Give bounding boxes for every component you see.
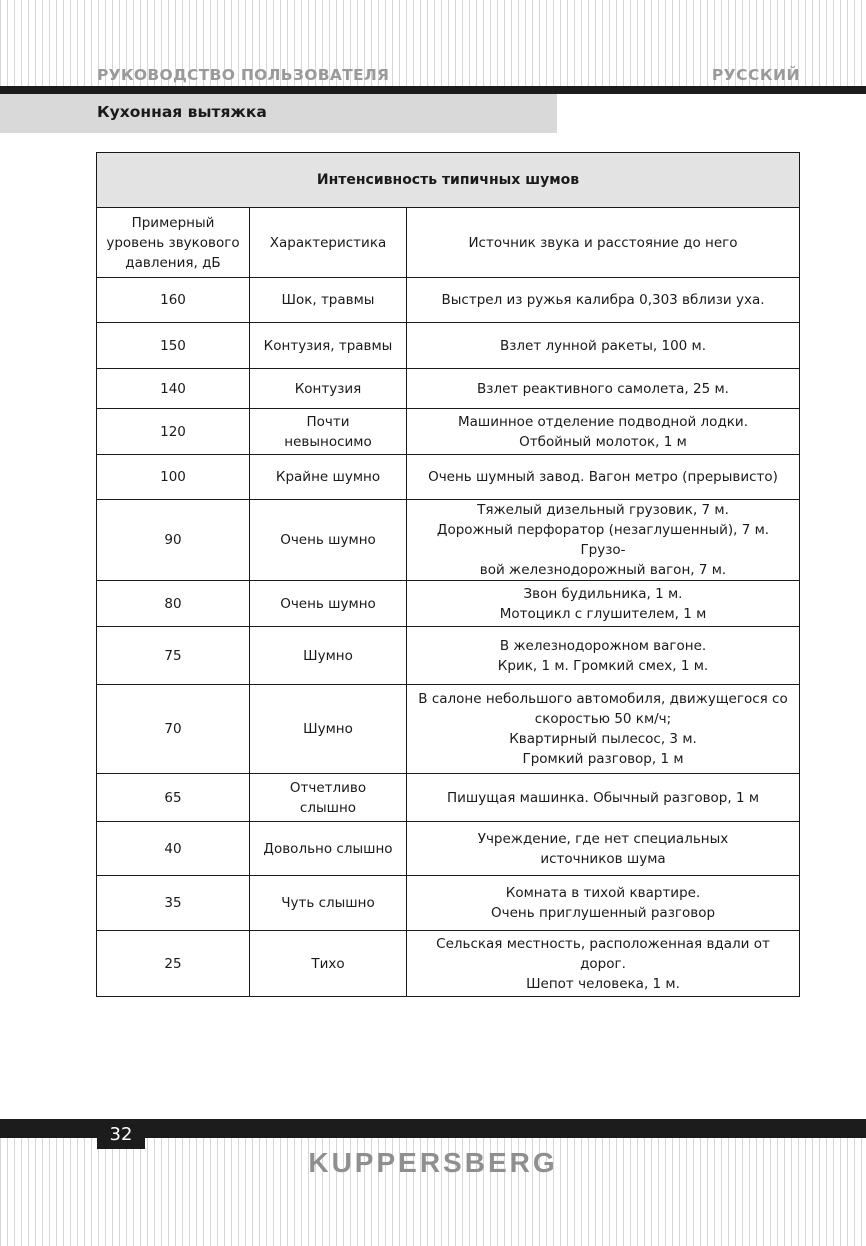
cell-db: 160 xyxy=(97,278,250,323)
cell-characteristic: Тихо xyxy=(250,931,407,997)
cell-db: 150 xyxy=(97,323,250,369)
table-row xyxy=(97,323,800,369)
cell-source: Взлет реактивного самолета, 25 м. xyxy=(407,369,800,409)
cell-source: В салоне небольшого автомобиля, движущегося со скоростью 50 км/ч; Квартирный пылесос, 3 м. Громкий разговор, 1 м xyxy=(407,685,800,774)
cell-db: 80 xyxy=(97,581,250,627)
table-row xyxy=(97,500,800,581)
cell-source: Очень шумный завод. Вагон метро (прерывисто) xyxy=(407,455,800,500)
cell-source: Тяжелый дизельный грузовик, 7 м. Дорожный перфоратор (незаглушенный), 7 м. Грузо- вой железнодорожный вагон, 7 м. xyxy=(407,500,800,581)
table-row xyxy=(97,774,800,822)
cell-characteristic: Крайне шумно xyxy=(250,455,407,500)
cell-characteristic: Почти невыносимо xyxy=(250,409,407,455)
table-row xyxy=(97,369,800,409)
table-row xyxy=(97,685,800,774)
table-row xyxy=(97,455,800,500)
table-row xyxy=(97,876,800,931)
cell-db: 25 xyxy=(97,931,250,997)
cell-source: Выстрел из ружья калибра 0,303 вблизи уха. xyxy=(407,278,800,323)
table-row xyxy=(97,409,800,455)
cell-db: 100 xyxy=(97,455,250,500)
page-number: 32 xyxy=(97,1119,145,1149)
column-header-characteristic: Характеристика xyxy=(250,208,407,278)
cell-db: 75 xyxy=(97,627,250,685)
cell-characteristic: Очень шумно xyxy=(250,581,407,627)
cell-db: 70 xyxy=(97,685,250,774)
table-header-row xyxy=(97,208,800,278)
cell-characteristic: Контузия xyxy=(250,369,407,409)
cell-characteristic: Шумно xyxy=(250,627,407,685)
document-type-label: РУКОВОДСТВО ПОЛЬЗОВАТЕЛЯ xyxy=(97,66,390,84)
cell-db: 90 xyxy=(97,500,250,581)
cell-db: 120 xyxy=(97,409,250,455)
table-row xyxy=(97,822,800,876)
table-row xyxy=(97,581,800,627)
cell-source: Взлет лунной ракеты, 100 м. xyxy=(407,323,800,369)
language-label: РУССКИЙ xyxy=(711,66,800,84)
section-title: Кухонная вытяжка xyxy=(97,103,267,121)
cell-characteristic: Шок, травмы xyxy=(250,278,407,323)
cell-db: 40 xyxy=(97,822,250,876)
cell-source: Сельская местность, расположенная вдали от дорог. Шепот человека, 1 м. xyxy=(407,931,800,997)
cell-source: Пишущая машинка. Обычный разговор, 1 м xyxy=(407,774,800,822)
table-title-row xyxy=(97,153,800,208)
cell-db: 140 xyxy=(97,369,250,409)
table-row xyxy=(97,278,800,323)
cell-source: Комната в тихой квартире. Очень приглушенный разговор xyxy=(407,876,800,931)
cell-source: Учреждение, где нет специальных источников шума xyxy=(407,822,800,876)
cell-source: Звон будильника, 1 м. Мотоцикл с глушителем, 1 м xyxy=(407,581,800,627)
header-rule xyxy=(0,86,866,94)
cell-source: Машинное отделение подводной лодки. Отбойный молоток, 1 м xyxy=(407,409,800,455)
cell-characteristic: Отчетливо слышно xyxy=(250,774,407,822)
table-title: Интенсивность типичных шумов xyxy=(97,153,800,208)
noise-intensity-table xyxy=(96,152,800,997)
cell-characteristic: Контузия, травмы xyxy=(250,323,407,369)
cell-source: В железнодорожном вагоне. Крик, 1 м. Громкий смех, 1 м. xyxy=(407,627,800,685)
cell-characteristic: Чуть слышно xyxy=(250,876,407,931)
cell-db: 35 xyxy=(97,876,250,931)
cell-characteristic: Очень шумно xyxy=(250,500,407,581)
cell-db: 65 xyxy=(97,774,250,822)
table-row xyxy=(97,627,800,685)
brand-logo: KUPPERSBERG xyxy=(308,1147,558,1178)
column-header-source: Источник звука и расстояние до него xyxy=(407,208,800,278)
cell-characteristic: Шумно xyxy=(250,685,407,774)
table-row xyxy=(97,931,800,997)
section-banner xyxy=(0,94,557,133)
column-header-db: Примерный уровень звукового давления, дБ xyxy=(97,208,250,278)
cell-characteristic: Довольно слышно xyxy=(250,822,407,876)
